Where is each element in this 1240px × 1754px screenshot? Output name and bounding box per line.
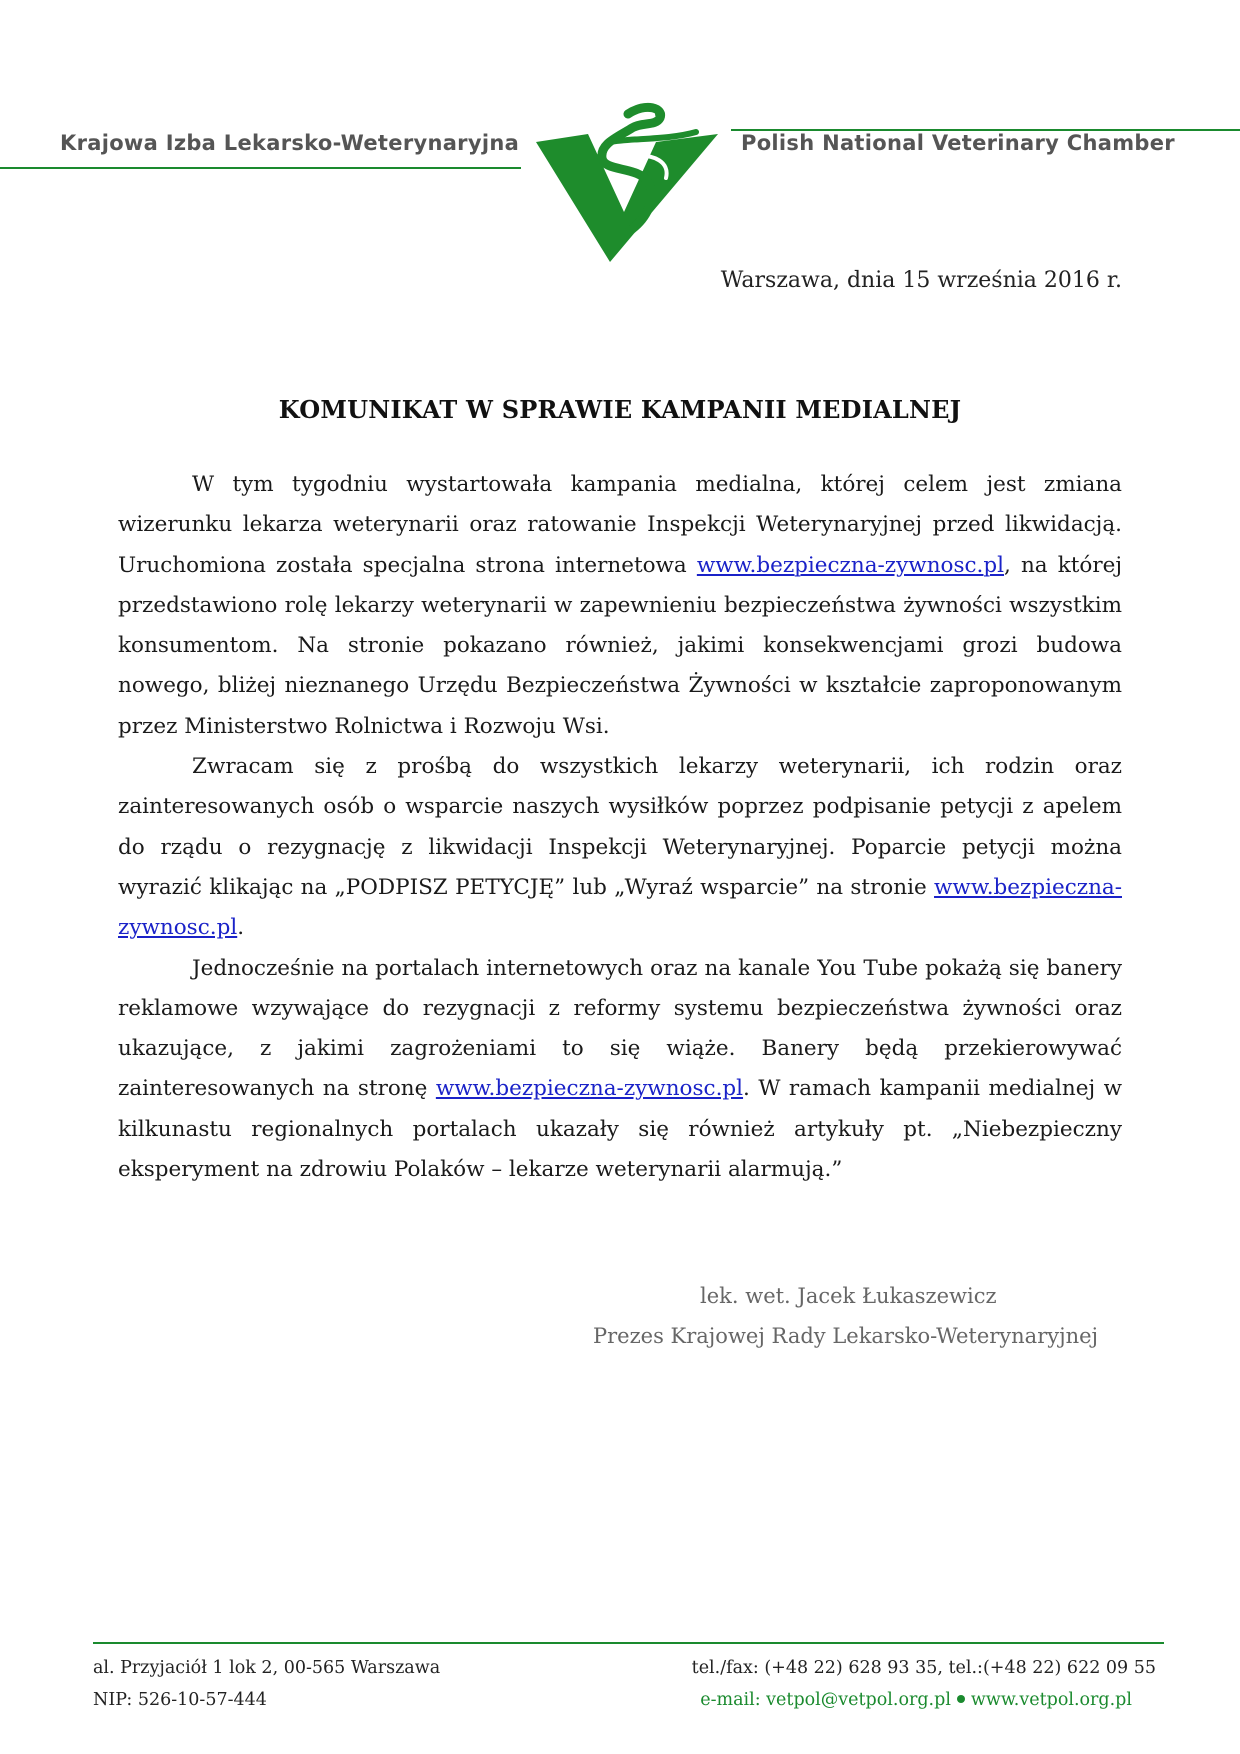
paragraph-3-text-b: . W ramach kampanii medialnej w kilkunastu regionalnych portalach ukazały się również artykuły pt. „Niebezpieczny eksperyment na zdrowiu Polaków – lekarze weterynarii alarmują.” [118, 1076, 1123, 1183]
paragraph-2 [118, 747, 1122, 948]
signature-role: Prezes Krajowej Rady Lekarsko-Weterynaryjnej [593, 1324, 1099, 1348]
paragraph-1-text-b: , na której przedstawiono rolę lekarzy weterynarii w zapewnieniu bezpieczeństwa żywności wszystkim konsumentom. Na stronie pokazano również, jakimi konsekwencjami grozi budowa nowego, bliżej nieznanego Urzędu Bezpieczeństwa Żywności w kształcie zaproponowanym przez Ministerstwo Rolnictwa i Rozwoju Wsi. [118, 552, 1122, 739]
date-line: Warszawa, dnia 15 września 2016 r. [720, 268, 1122, 293]
footer-email[interactable]: e-mail: vetpol@vetpol.org.pl [700, 1690, 951, 1710]
header-org-en: Polish National Veterinary Chamber [741, 131, 1175, 155]
paragraph-1-text-a: W tym tygodniu wystartowała kampania medialna, której celem jest zmiana wizerunku lekarza weterynarii oraz ratowanie Inspekcji Weterynaryjnej przed likwidacją. Uruchomiona została specjalna strona internetowa [118, 472, 1122, 578]
footer-divider [93, 1642, 1164, 1644]
document-title: KOMUNIKAT W SPRAWIE KAMPANII MEDIALNEJ [278, 395, 962, 424]
paragraph-2-text-a: Zwracam się z prośbą do wszystkich lekarzy weterynarii, ich rodzin oraz zainteresowanych osób o wsparcie naszych wysiłków poprzez podpisanie petycji z apelem do rządu o rezygnację z likwidacji Inspekcji Weterynaryjnej. Poparcie petycji można wyrazić klikając na „PODPISZ PETYCJĘ” lub „Wyraź wsparcie” na stronie [118, 754, 1122, 900]
footer-phone: tel./fax: (+48 22) 628 93 35, tel.:(+48 22) 622 09 55 [691, 1658, 1156, 1678]
footer-contact [700, 1690, 1132, 1710]
footer-nip: NIP: 526-10-57-444 [93, 1690, 267, 1710]
paragraph-2-text-b: . [237, 915, 245, 941]
veterinary-v-serpent-logo-icon [536, 102, 718, 262]
link-bezpieczna-zywnosc-1[interactable]: www.bezpieczna-zywnosc.pl [696, 552, 1005, 578]
bullet-dot-icon [957, 1695, 965, 1703]
header-divider-right [731, 129, 1240, 131]
footer-address: al. Przyjaciół 1 lok 2, 00-565 Warszawa [93, 1658, 441, 1678]
letter-body [118, 465, 1122, 1190]
footer-website[interactable]: www.vetpol.org.pl [970, 1690, 1132, 1710]
header-divider-left [0, 167, 521, 169]
paragraph-3 [118, 949, 1122, 1191]
paragraph-3-text-a: Jednocześnie na portalach internetowych oraz na kanale You Tube pokażą się banery reklamowe wzywające do rezygnacji z reformy systemu bezpieczeństwa żywności oraz ukazujące, z jakimi zagrożeniami to się wiąże. Banery będą przekierowywać zainteresowanych na stronę [118, 955, 1122, 1102]
header-org-pl: Krajowa Izba Lekarsko-Weterynaryjna [60, 131, 520, 155]
link-bezpieczna-zywnosc-2[interactable]: www.bezpieczna-zywnosc.pl [118, 874, 1122, 941]
signature-name: lek. wet. Jacek Łukaszewicz [700, 1284, 997, 1308]
link-bezpieczna-zywnosc-3[interactable]: www.bezpieczna-zywnosc.pl [435, 1076, 744, 1102]
paragraph-1 [118, 465, 1122, 747]
